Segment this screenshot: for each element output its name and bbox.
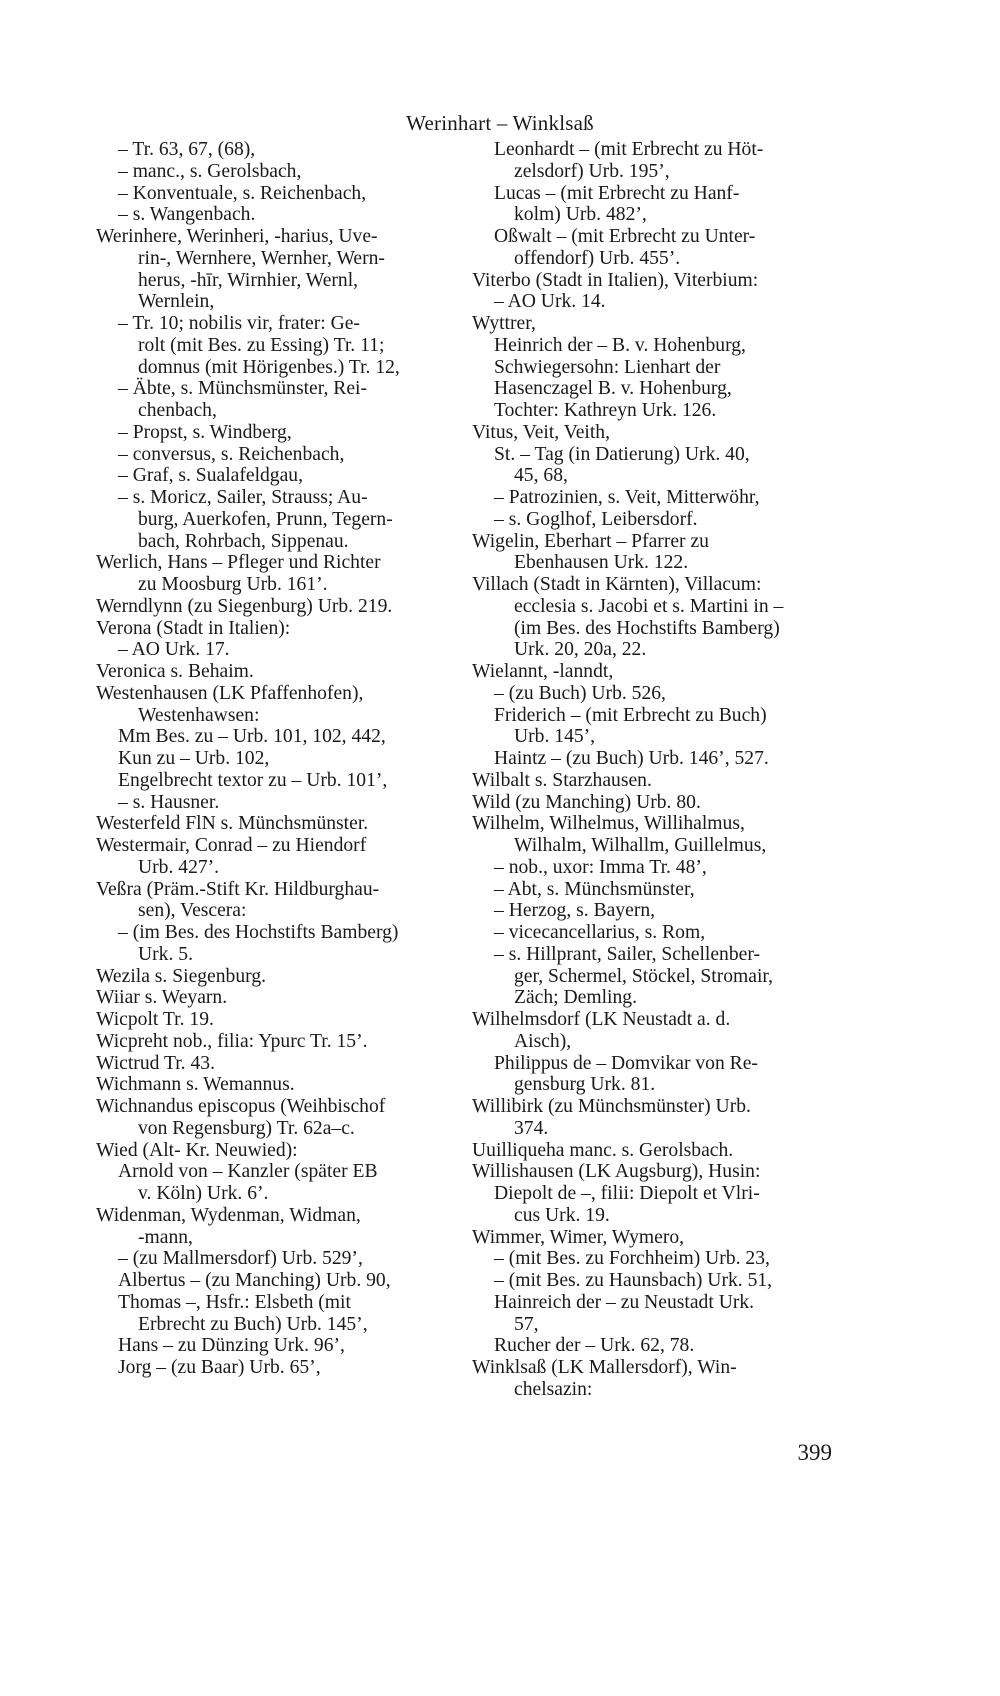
- index-entry-line: – s. Hillprant, Sailer, Schellenber-: [494, 943, 760, 965]
- index-entry-line: bach, Rohrbach, Sippenau.: [138, 530, 349, 552]
- index-entry-line: Tochter: Kathreyn Urk. 126.: [494, 400, 717, 421]
- index-entry-line: -mann,: [138, 1226, 193, 1248]
- index-entry-line: – manc., s. Gerolsbach,: [118, 160, 302, 182]
- index-entry-line: Winklsaß (LK Mallersdorf), Win-: [472, 1357, 737, 1378]
- index-entry-line: – (im Bes. des Hochstifts Bamberg): [118, 922, 399, 943]
- index-entry-line: Westermair, Conrad – zu Hiendorf: [96, 835, 367, 856]
- index-entry-line: – AO Urk. 14.: [494, 291, 606, 313]
- index-entry-line: – (mit Bes. zu Forchheim) Urb. 23,: [494, 1248, 770, 1270]
- index-entry-line: Wilhalm, Wilhallm, Guillelmus,: [514, 835, 767, 856]
- index-entry-line: Wezila s. Siegenburg.: [96, 965, 267, 987]
- index-entry-line: Wyttrer,: [472, 313, 536, 334]
- index-entry-line: Oßwalt – (mit Erbrecht zu Unter-: [494, 226, 756, 247]
- index-entry-line: Wilhelmsdorf (LK Neustadt a. d.: [472, 1009, 731, 1030]
- index-entry-line: – s. Goglhof, Leibersdorf.: [494, 508, 698, 530]
- index-entry-line: – nob., uxor: Imma Tr. 48’,: [494, 856, 707, 878]
- index-entry-line: Wiiar s. Weyarn.: [96, 987, 228, 1009]
- index-entry-line: Rucher der – Urk. 62, 78.: [494, 1335, 695, 1357]
- index-entry-line: Wielannt, -lanndt,: [472, 661, 614, 682]
- index-entry-line: Wied (Alt- Kr. Neuwied):: [96, 1139, 298, 1161]
- index-entry-line: – Propst, s. Windberg,: [118, 421, 292, 443]
- index-entry-line: – Konventuale, s. Reichenbach,: [118, 182, 367, 204]
- index-entry-line: Wictrud Tr. 43.: [96, 1052, 215, 1074]
- index-entry-line: cus Urk. 19.: [514, 1204, 610, 1226]
- index-entry-line: Hans – zu Dünzing Urk. 96’,: [118, 1335, 345, 1357]
- index-entry-line: Wichmann s. Wemannus.: [96, 1074, 295, 1096]
- index-entry-line: Leonhardt – (mit Erbrecht zu Höt-: [494, 139, 764, 160]
- index-entry-line: Mm Bes. zu – Urb. 101, 102, 442,: [118, 726, 386, 748]
- index-entry-line: Villach (Stadt in Kärnten), Villacum:: [472, 574, 762, 595]
- index-entry-line: – s. Moricz, Sailer, Strauss; Au-: [118, 487, 368, 508]
- index-entry-line: Urk. 20, 20a, 22.: [514, 639, 647, 661]
- index-entry-line: Engelbrecht textor zu – Urb. 101’,: [118, 769, 388, 791]
- index-entry-line: Westenhawsen:: [138, 704, 260, 726]
- index-entry-line: – Patrozinien, s. Veit, Mitterwöhr,: [494, 487, 760, 508]
- right-column: [472, 139, 820, 1401]
- index-entry-line: Veßra (Präm.-Stift Kr. Hildburghau-: [96, 878, 380, 900]
- index-entry-line: Wicpolt Tr. 19.: [96, 1009, 214, 1030]
- index-entry-line: Arnold von – Kanzler (später EB: [118, 1161, 378, 1183]
- index-entry-line: Werndlynn (zu Siegenburg) Urb. 219.: [96, 595, 393, 617]
- index-entry-line: Hasenczagel B. v. Hohenburg,: [494, 378, 732, 400]
- left-column: [96, 139, 444, 1379]
- index-entry-line: Schwiegersohn: Lienhart der: [494, 356, 721, 378]
- page-number: 399: [797, 1440, 832, 1465]
- index-entry-line: 57,: [514, 1313, 539, 1335]
- index-entry-line: Westerfeld FlN s. Münchsmünster.: [96, 813, 369, 835]
- index-entry-line: – s. Wangenbach.: [118, 204, 256, 226]
- index-entry-line: Veronica s. Behaim.: [96, 661, 254, 682]
- index-entry-line: 374.: [514, 1117, 549, 1139]
- index-entry-line: zu Moosburg Urb. 161’.: [138, 574, 328, 595]
- index-entry-line: kolm) Urb. 482’,: [514, 204, 647, 226]
- index-entry-line: Verona (Stadt in Italien):: [96, 617, 291, 639]
- index-entry-line: Vitus, Veit, Veith,: [472, 421, 610, 443]
- index-entry-line: Urb. 427’.: [138, 856, 220, 878]
- index-entry-line: sen), Vescera:: [138, 900, 247, 922]
- index-entry-line: Thomas –, Hsfr.: Elsbeth (mit: [118, 1291, 351, 1313]
- index-entry-line: domnus (mit Hörigenbes.) Tr. 12,: [138, 356, 400, 378]
- index-entry-line: – Tr. 63, 67, (68),: [118, 139, 256, 160]
- index-entry-line: chenbach,: [138, 400, 217, 421]
- index-entry-line: Viterbo (Stadt in Italien), Viterbium:: [472, 269, 759, 291]
- index-entry-line: – Tr. 10; nobilis vir, frater: Ge-: [118, 313, 360, 334]
- index-entry-line: Haintz – (zu Buch) Urb. 146’, 527.: [494, 748, 769, 769]
- index-entry-line: Kun zu – Urb. 102,: [118, 748, 270, 769]
- index-entry-line: Willishausen (LK Augsburg), Husin:: [472, 1161, 761, 1183]
- index-entry-line: – AO Urk. 17.: [118, 639, 230, 661]
- index-entry-line: Wild (zu Manching) Urb. 80.: [472, 791, 701, 813]
- index-entry-line: – Äbte, s. Münchsmünster, Rei-: [118, 378, 368, 400]
- index-entry-line: Jorg – (zu Baar) Urb. 65’,: [118, 1357, 321, 1378]
- index-entry-line: – (zu Buch) Urb. 526,: [494, 682, 666, 704]
- index-entry-line: – (mit Bes. zu Haunsbach) Urk. 51,: [494, 1270, 773, 1291]
- index-entry-line: Wernlein,: [138, 291, 215, 313]
- index-entry-line: Lucas – (mit Erbrecht zu Hanf-: [494, 182, 740, 204]
- index-entry-line: Wilhelm, Wilhelmus, Willihalmus,: [472, 813, 745, 835]
- index-entry-line: – vicecancellarius, s. Rom,: [494, 922, 706, 943]
- index-entry-line: Diepolt de –, filii: Diepolt et Vlri-: [494, 1183, 760, 1204]
- index-entry-line: 45, 68,: [514, 465, 568, 487]
- index-entry-line: Wilbalt s. Starzhausen.: [472, 769, 652, 791]
- index-entry-line: Urb. 145’,: [514, 726, 596, 748]
- running-head: Werinhart – Winklsaß: [406, 111, 594, 135]
- index-entry-line: Urk. 5.: [138, 943, 193, 965]
- index-entry-line: rin-, Wernhere, Wernher, Wern-: [138, 247, 385, 269]
- index-entry-line: Aisch),: [514, 1030, 572, 1052]
- index-entry-line: offendorf) Urb. 455’.: [514, 247, 681, 269]
- index-entry-line: – (zu Mallmersdorf) Urb. 529’,: [118, 1248, 363, 1270]
- index-entry-line: Wichnandus episcopus (Weihbischof: [96, 1096, 386, 1117]
- index-entry-line: – conversus, s. Reichenbach,: [118, 443, 345, 465]
- index-entry-line: zelsdorf) Urb. 195’,: [514, 160, 670, 182]
- index-entry-line: Werinhere, Werinheri, -harius, Uve-: [96, 226, 378, 247]
- index-entry-line: Hainreich der – zu Neustadt Urk.: [494, 1291, 755, 1313]
- index-entry-line: Heinrich der – B. v. Hohenburg,: [494, 334, 746, 356]
- index-entry-line: ecclesia s. Jacobi et s. Martini in –: [514, 595, 784, 617]
- index-entry-line: Willibirk (zu Münchsmünster) Urb.: [472, 1096, 751, 1117]
- index-entry-line: Albertus – (zu Manching) Urb. 90,: [118, 1270, 391, 1291]
- index-entry-line: Uuilliqueha manc. s. Gerolsbach.: [472, 1139, 734, 1161]
- index-entry-line: Widenman, Wydenman, Widman,: [96, 1204, 361, 1226]
- index-entry-line: – Abt, s. Münchsmünster,: [494, 878, 695, 900]
- index-entry-line: Wicpreht nob., filia: Ypurc Tr. 15’.: [96, 1030, 368, 1052]
- index-entry-line: Philippus de – Domvikar von Re-: [494, 1052, 758, 1074]
- index-entry-line: chelsazin:: [514, 1378, 593, 1400]
- index-entry-line: (im Bes. des Hochstifts Bamberg): [514, 617, 780, 639]
- index-entry-line: Ebenhausen Urk. 122.: [514, 552, 689, 574]
- index-entry-line: burg, Auerkofen, Prunn, Tegern-: [138, 508, 393, 530]
- index-entry-line: herus, -hīr, Wirnhier, Wernl,: [138, 269, 359, 291]
- index-entry-line: Westenhausen (LK Pfaffenhofen),: [96, 682, 364, 704]
- index-entry-line: Werlich, Hans – Pfleger und Richter: [96, 552, 381, 574]
- index-entry-line: Zäch; Demling.: [514, 987, 637, 1009]
- index-entry-line: St. – Tag (in Datierung) Urk. 40,: [494, 443, 750, 465]
- index-entry-line: – Herzog, s. Bayern,: [494, 900, 656, 922]
- index-entry-line: Wimmer, Wimer, Wymero,: [472, 1226, 685, 1248]
- index-entry-line: v. Köln) Urk. 6’.: [138, 1183, 269, 1204]
- index-entry-line: gensburg Urk. 81.: [514, 1074, 656, 1096]
- index-entry-line: von Regensburg) Tr. 62a–c.: [138, 1117, 355, 1139]
- index-entry-line: – s. Hausner.: [118, 791, 220, 813]
- index-entry-line: Wigelin, Eberhart – Pfarrer zu: [472, 530, 709, 552]
- index-entry-line: ger, Schermel, Stöckel, Stromair,: [514, 965, 774, 987]
- index-entry-line: rolt (mit Bes. zu Essing) Tr. 11;: [138, 334, 385, 356]
- index-entry-line: Erbrecht zu Buch) Urb. 145’,: [138, 1313, 368, 1335]
- index-entry-line: – Graf, s. Sualafeldgau,: [118, 465, 303, 487]
- index-entry-line: Friderich – (mit Erbrecht zu Buch): [494, 704, 767, 726]
